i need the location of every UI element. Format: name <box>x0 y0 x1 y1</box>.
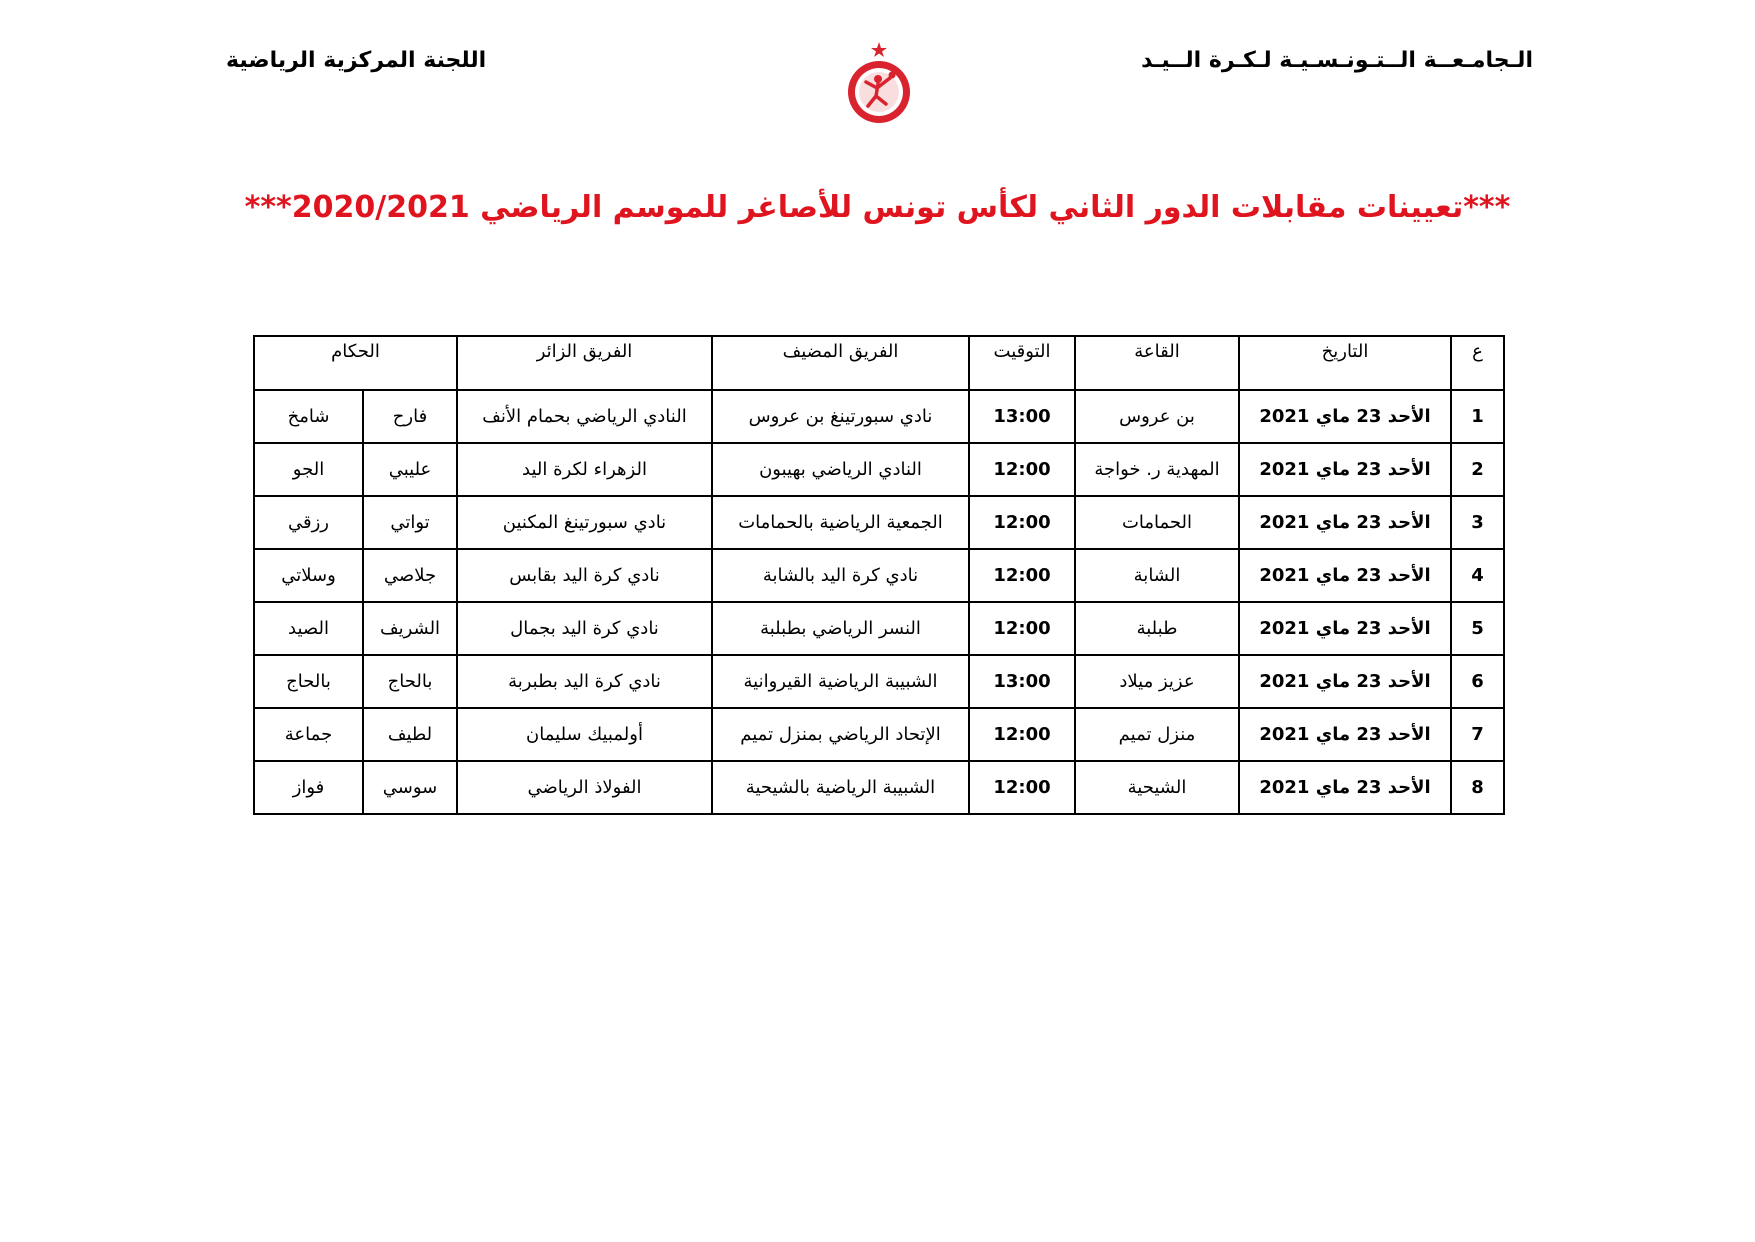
match-date: الأحد 23 ماي 2021 <box>1239 602 1451 655</box>
header-date: التاريخ <box>1239 336 1451 390</box>
table-row <box>254 443 1504 496</box>
match-number: 8 <box>1451 761 1504 814</box>
committee-name: اللجنة المركزية الرياضية <box>226 48 487 73</box>
header-referees: الحكام <box>254 336 457 390</box>
away-team: الفولاذ الرياضي <box>457 761 712 814</box>
table-row <box>254 655 1504 708</box>
away-team: أولمبيك سليمان <box>457 708 712 761</box>
match-hall: المهدية ر. خواجة <box>1075 443 1239 496</box>
header-time: التوقيت <box>969 336 1075 390</box>
matches-table <box>253 335 1505 815</box>
match-date: الأحد 23 ماي 2021 <box>1239 655 1451 708</box>
match-hall: بن عروس <box>1075 390 1239 443</box>
match-hall: الشيحية <box>1075 761 1239 814</box>
match-number: 5 <box>1451 602 1504 655</box>
federation-logo <box>844 40 914 130</box>
match-time: 13:00 <box>969 655 1075 708</box>
match-hall: طبلبة <box>1075 602 1239 655</box>
referee-2: الصيد <box>254 602 363 655</box>
match-number: 2 <box>1451 443 1504 496</box>
away-team: نادي سبورتينغ المكنين <box>457 496 712 549</box>
table-row <box>254 390 1504 443</box>
away-team: نادي كرة اليد بقابس <box>457 549 712 602</box>
table-row <box>254 708 1504 761</box>
away-team: نادي كرة اليد بطبربة <box>457 655 712 708</box>
match-time: 12:00 <box>969 549 1075 602</box>
match-hall: منزل تميم <box>1075 708 1239 761</box>
referee-1: جلاصي <box>363 549 457 602</box>
match-time: 13:00 <box>969 390 1075 443</box>
header-away-team: الفريق الزائر <box>457 336 712 390</box>
match-number: 4 <box>1451 549 1504 602</box>
home-team: الشبيبة الرياضية بالشيحية <box>712 761 969 814</box>
referee-2: وسلاتي <box>254 549 363 602</box>
header-hall: القاعة <box>1075 336 1239 390</box>
referee-1: لطيف <box>363 708 457 761</box>
match-time: 12:00 <box>969 708 1075 761</box>
table-row <box>254 496 1504 549</box>
match-date: الأحد 23 ماي 2021 <box>1239 761 1451 814</box>
referee-2: بالحاج <box>254 655 363 708</box>
referee-1: سوسي <box>363 761 457 814</box>
referee-2: الجو <box>254 443 363 496</box>
referee-2: جماعة <box>254 708 363 761</box>
referee-1: تواتي <box>363 496 457 549</box>
page-title: ***تعيينات مقابلات الدور الثاني لكأس تونس للأصاغر للموسم الرياضي 2020/2021*** <box>244 190 1511 225</box>
away-team: النادي الرياضي بحمام الأنف <box>457 390 712 443</box>
table-row <box>254 761 1504 814</box>
home-team: نادي كرة اليد بالشابة <box>712 549 969 602</box>
header-num: ع <box>1451 336 1504 390</box>
match-date: الأحد 23 ماي 2021 <box>1239 708 1451 761</box>
match-date: الأحد 23 ماي 2021 <box>1239 549 1451 602</box>
away-team: نادي كرة اليد بجمال <box>457 602 712 655</box>
home-team: الشبيبة الرياضية القيروانية <box>712 655 969 708</box>
match-date: الأحد 23 ماي 2021 <box>1239 443 1451 496</box>
home-team: نادي سبورتينغ بن عروس <box>712 390 969 443</box>
referee-1: فارح <box>363 390 457 443</box>
star-icon <box>871 42 887 57</box>
match-time: 12:00 <box>969 443 1075 496</box>
match-time: 12:00 <box>969 602 1075 655</box>
match-number: 7 <box>1451 708 1504 761</box>
match-number: 1 <box>1451 390 1504 443</box>
match-date: الأحد 23 ماي 2021 <box>1239 390 1451 443</box>
table-header-row <box>254 336 1504 390</box>
federation-name: الـجامـعــة الــتـونـسـيـة لـكـرة الــيـد <box>1141 48 1533 73</box>
home-team: الإتحاد الرياضي بمنزل تميم <box>712 708 969 761</box>
match-time: 12:00 <box>969 496 1075 549</box>
referee-1: الشريف <box>363 602 457 655</box>
away-team: الزهراء لكرة اليد <box>457 443 712 496</box>
home-team: الجمعية الرياضية بالحمامات <box>712 496 969 549</box>
match-number: 6 <box>1451 655 1504 708</box>
table-row <box>254 602 1504 655</box>
match-hall: الشابة <box>1075 549 1239 602</box>
referee-1: عليبي <box>363 443 457 496</box>
match-time: 12:00 <box>969 761 1075 814</box>
referee-2: شامخ <box>254 390 363 443</box>
home-team: النادي الرياضي بهيبون <box>712 443 969 496</box>
table-row <box>254 549 1504 602</box>
match-hall: عزيز ميلاد <box>1075 655 1239 708</box>
home-team: النسر الرياضي بطبلبة <box>712 602 969 655</box>
match-date: الأحد 23 ماي 2021 <box>1239 496 1451 549</box>
header-home-team: الفريق المضيف <box>712 336 969 390</box>
match-hall: الحمامات <box>1075 496 1239 549</box>
referee-2: فواز <box>254 761 363 814</box>
referee-2: رزقي <box>254 496 363 549</box>
match-number: 3 <box>1451 496 1504 549</box>
referee-1: بالحاج <box>363 655 457 708</box>
